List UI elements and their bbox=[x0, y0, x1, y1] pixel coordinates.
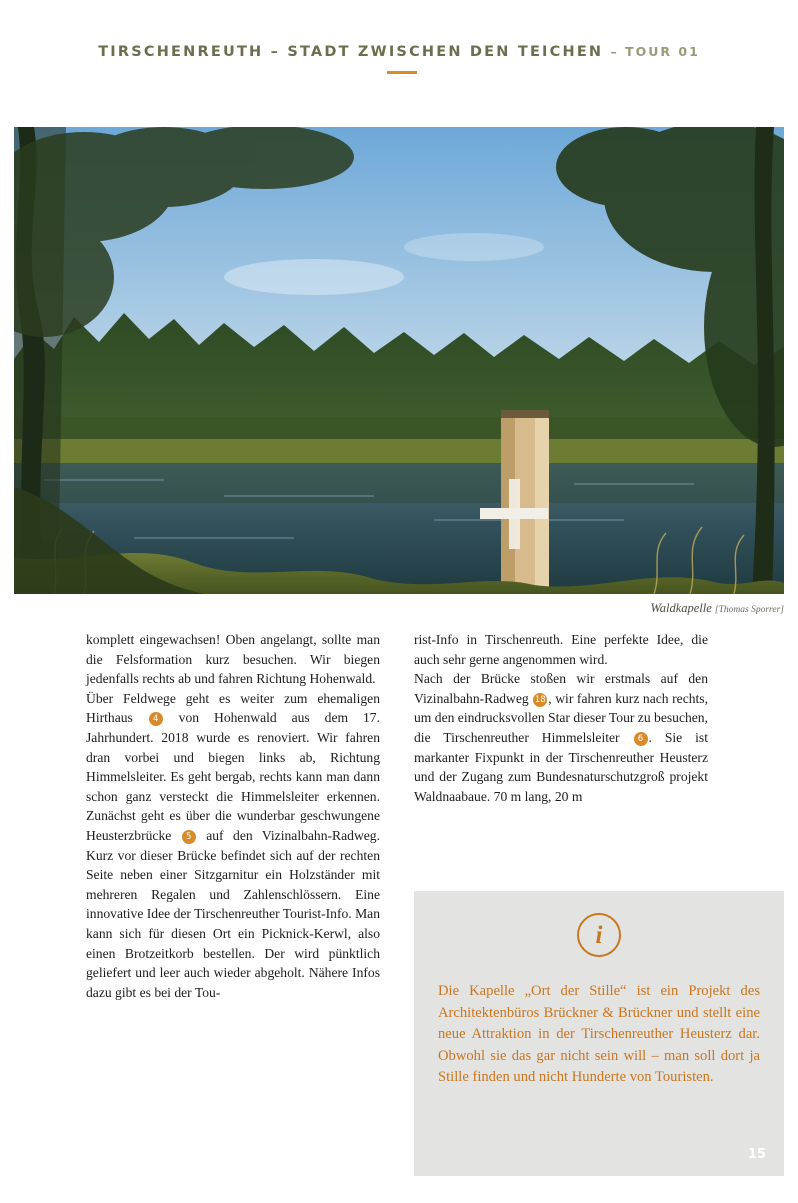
map-marker-vizinalbahn: 18 bbox=[534, 694, 546, 705]
header-title-line bbox=[0, 44, 798, 60]
header-tour-label: – TOUR 01 bbox=[610, 44, 700, 59]
paragraph: komplett eingewachsen! Oben angelangt, sollte man die Felsformation kurz besuchen. Wir biegen jedenfalls rechts ab und fahren Richtung Hohenwald. bbox=[86, 632, 380, 687]
hero-photo-illustration bbox=[14, 127, 784, 594]
body-column-left bbox=[86, 630, 380, 1002]
map-marker-himmelsleiter: 6 bbox=[634, 732, 648, 746]
header-title: TIRSCHENREUTH – STADT ZWISCHEN DEN TEICHEN bbox=[98, 44, 604, 60]
info-box bbox=[414, 891, 784, 1176]
photo-caption-text: Waldkapelle bbox=[650, 601, 712, 615]
paragraph-part: auf den Vizinalbahn-Radweg. Kurz vor dieser Brücke befindet sich auf der rechten Seite neben einer Sitzgarnitur ein Holzständer mit mehreren Regalen und Zahlenschlössern. Eine innovative Idee der Tirschenreuther Tourist-Info. Man kann sich für diesen Ort ein Picknick-Kerwl, also einen Brotzeitkorb bestellen. Der wird pünktlich geliefert und leer auch wieder abgeholt. Nähere Infos dazu gibt es bei der Tou- bbox=[86, 827, 381, 1000]
photo-credit-text: [Thomas Sporrer] bbox=[714, 605, 784, 615]
photo-caption bbox=[14, 601, 784, 616]
map-marker-heusterzbruecke: 5 bbox=[182, 830, 196, 844]
page-header bbox=[0, 44, 798, 60]
map-marker-hirthaus: 4 bbox=[149, 712, 163, 726]
paragraph-part: von Hohenwald aus dem 17. Jahrhundert. 2018 wurde es renoviert. Wir fahren dran vorbei und biegen links ab, Richtung Himmelsleiter. Es geht bergab, rechts kann man dann schon ganz versteckt die Himmelsleiter erkennen. Zunächst geht es über die wunderbar geschwungene Heusterzbrücke bbox=[86, 710, 380, 843]
paragraph bbox=[86, 689, 380, 1003]
paragraph-part: , wir fahren kurz nach rechts, um den eindrucksvollen Star dieser Tour zu besuchen, die Tirschenreuther Himmelsleiter bbox=[414, 690, 709, 745]
info-box-text: Die Kapelle „Ort der Stille“ ist ein Projekt des Architektenbüros Brückner & Brückner und stellt eine neue Attraktion in der Tirschenreuther Heusterz dar. Obwohl sie das gar nicht sein will – man soll dort ja Stille finden und nicht Hunderte von Touristen. bbox=[438, 983, 760, 1085]
header-underline-rule bbox=[387, 71, 417, 74]
body-column-right bbox=[414, 630, 708, 806]
paragraph-part: . Sie ist markanter Fixpunkt in der Tirschenreuther Heusterz und der Zugang zum Bundesnaturschutzgroß projekt Waldnaabaue. 70 m lang, 20 m bbox=[414, 729, 708, 804]
paragraph-part: Nach der Brücke stoßen wir erstmals auf den Vizinalbahn-Radweg bbox=[414, 671, 708, 706]
paragraph: rist-Info in Tirschenreuth. Eine perfekte Idee, die auch sehr gerne angenommen wird. bbox=[414, 632, 708, 667]
hero-photo bbox=[14, 127, 784, 594]
info-icon: i bbox=[577, 913, 621, 957]
paragraph-part: Über Feldwege geht es weiter zum ehemaligen Hirthaus bbox=[86, 690, 380, 726]
paragraph bbox=[414, 669, 708, 806]
page-number: 15 bbox=[747, 1147, 766, 1162]
